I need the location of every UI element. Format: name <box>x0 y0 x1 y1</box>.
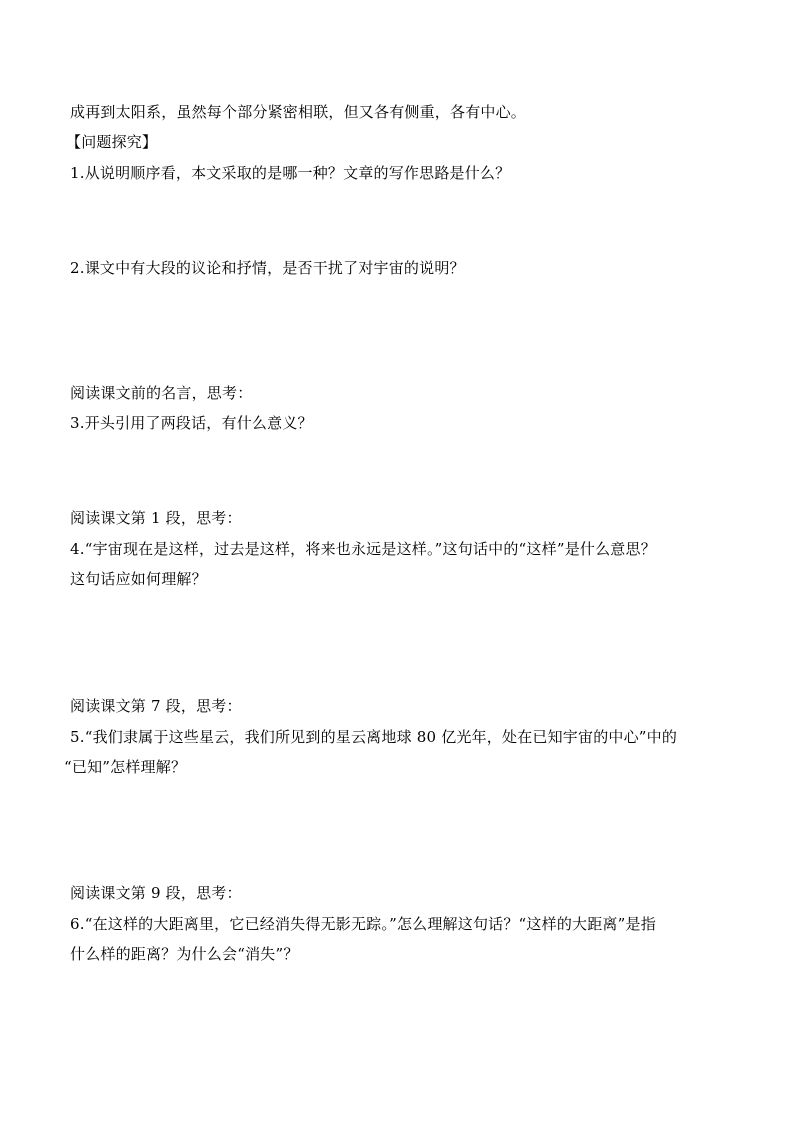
question-2: 2.课文中有大段的议论和抒情，是否干扰了对宇宙的说明？ <box>70 259 465 277</box>
reading-prompt-quotes: 阅读课文前的名言，思考： <box>70 384 253 402</box>
reading-prompt-paragraph-9: 阅读课文第 9 段，思考： <box>70 884 242 902</box>
question-6-line-2: 什么样的距离？为什么会“消失”？ <box>70 945 299 963</box>
question-1: 1.从说明顺序看，本文采取的是哪一种？文章的写作思路是什么？ <box>70 164 511 182</box>
question-5-line-2: “已知”怎样理解？ <box>64 758 187 776</box>
text-line-continuation: 成再到太阳系，虽然每个部分紧密相联，但又各有侧重，各有中心。 <box>70 103 527 121</box>
question-3: 3.开头引用了两段话，有什么意义？ <box>70 414 313 432</box>
question-5-line-1: 5.“我们隶属于这些星云，我们所见到的星云离地球 80 亿光年，处在已知宇宙的中心”中的 <box>70 728 678 746</box>
question-4-line-2: 这句话应如何理解？ <box>70 570 207 588</box>
question-6-line-1: 6.“在这样的大距离里，它已经消失得无影无踪。”怎么理解这句话？“这样的大距离”是指 <box>70 915 656 933</box>
reading-prompt-paragraph-1: 阅读课文第 1 段，思考： <box>70 509 242 527</box>
question-4-line-1: 4.“宇宙现在是这样，过去是这样，将来也永远是这样。”这句话中的“这样”是什么意思？ <box>70 540 656 558</box>
reading-prompt-paragraph-7: 阅读课文第 7 段，思考： <box>70 697 242 715</box>
section-heading-problem-inquiry: 【问题探究】 <box>66 133 158 151</box>
